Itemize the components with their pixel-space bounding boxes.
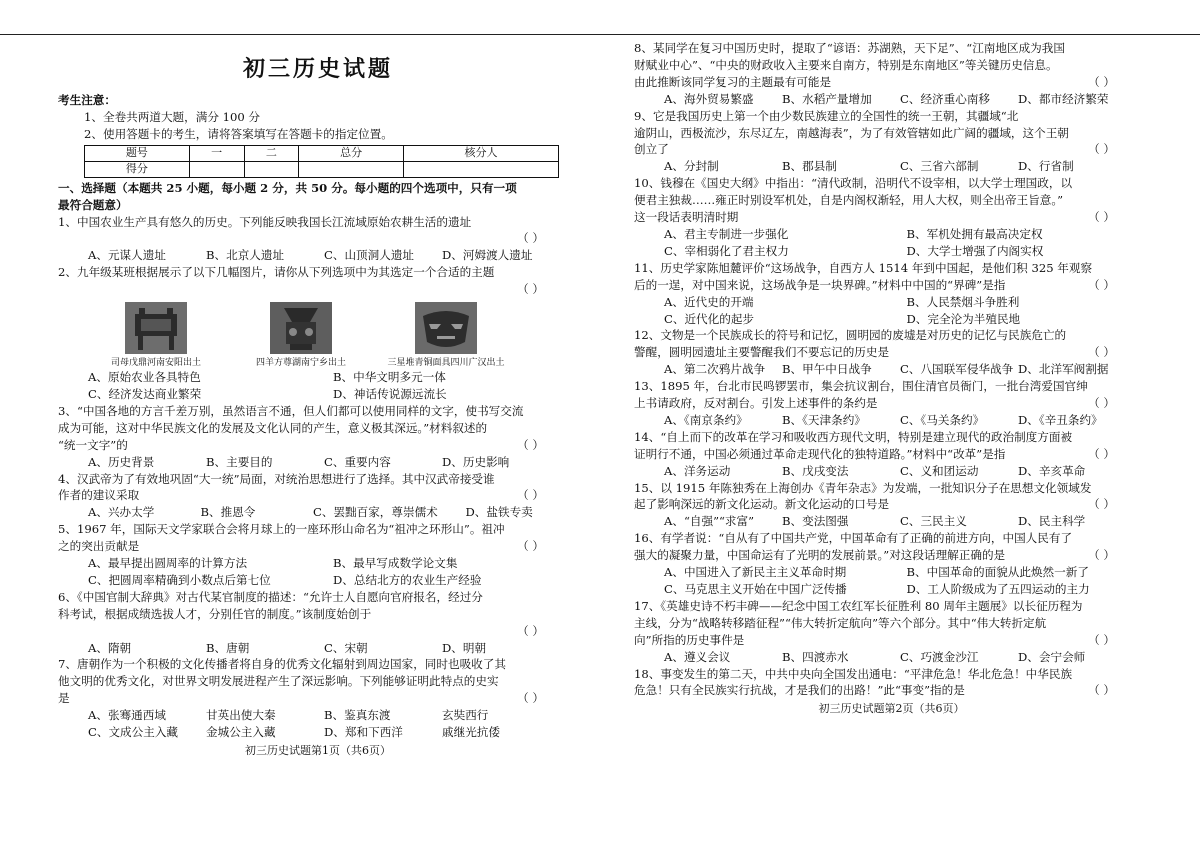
option-a: A、第二次鸦片战争: [664, 362, 766, 377]
option-c: C、罢黜百家，尊崇儒术: [312, 505, 438, 520]
answer-bracket: （ ）: [1088, 446, 1115, 461]
option-a-part-2: 甘英出使大秦: [206, 708, 276, 723]
question-stem: 向”所指的历史事件是: [634, 632, 745, 647]
option-a: A、君主专制进一步强化: [664, 226, 789, 241]
score-cell: 得分: [85, 161, 190, 177]
question-stem: 强大的凝聚力量，中国命运有了光明的发展前景。”对这段话理解正确的是: [634, 548, 1006, 563]
note-line: 2、使用答题卡的考生，请将答案填写在答题卡的指定位置。: [84, 126, 393, 141]
option-d: D、神话传说源远流长: [333, 386, 447, 401]
option-c: C、巧渡金沙江: [900, 649, 979, 664]
options: [634, 158, 1149, 175]
answer-bracket: （ ）: [1088, 632, 1115, 647]
question-stem: 8、某同学在复习中国历史时，提取了“谚语：苏湖熟，天下足”、“江南地区成为我国: [634, 41, 1065, 55]
option-c: C、马克思主义开始在中国广泛传播: [664, 582, 847, 596]
option-d: D、河姆渡人遗址: [442, 248, 533, 263]
options: [58, 504, 578, 521]
question-stem: 5、1967 年，国际天文学家联合会将月球上的一座环形山命名为“祖冲之环形山”。祖冲: [58, 522, 505, 537]
option-c: C、文成公主入藏: [88, 725, 179, 740]
question-14: [634, 429, 1149, 480]
option-c: C、三民主义: [900, 514, 967, 529]
options: [634, 243, 1149, 260]
option-d: D、辛亥革命: [1018, 463, 1086, 478]
exam-title: 初三历史试题: [242, 56, 393, 82]
question-8: [634, 40, 1149, 108]
option-d: D、完全沦为半殖民地: [906, 311, 1021, 326]
option-c: C、宰相弱化了君主权力: [664, 243, 789, 258]
option-c: C、把圆周率精确到小数点后第七位: [88, 572, 271, 587]
answer-bracket: （ ）: [1088, 345, 1115, 360]
question-stem: 11、历史学家陈旭麓评价“这场战争，自西方人 1514 年到中国起，是他们积 325 年观察: [634, 260, 1093, 275]
option-a: A、中国进入了新民主主义革命时期: [664, 565, 847, 580]
option-a: A、元谋人遗址: [88, 248, 166, 263]
score-cell: [189, 161, 244, 177]
question-10: [634, 175, 1149, 260]
answer-bracket: （ ）: [517, 488, 544, 503]
question-6: [58, 589, 578, 657]
question-stem: 由此推断该同学复习的主题最有可能是: [634, 74, 832, 89]
question-13: [634, 378, 1149, 429]
options: [58, 707, 578, 724]
question-stem: 14、“自上而下的改革在学习和吸收西方现代文明，特别是建立现代的政治制度方面被: [634, 429, 1073, 444]
question-stem: 上书请政府，反对割台。引发上述事件的条约是: [634, 396, 878, 411]
option-d: D、都市经济繁荣: [1018, 91, 1109, 106]
question-stem: 科考试，根据成绩选拔人才，分别任官的制度。”该制度始创于: [58, 606, 372, 621]
options: [634, 294, 1149, 311]
question-11: [634, 260, 1149, 328]
question-stem: 是: [58, 691, 70, 706]
option-b: B、人民禁烟斗争胜利: [906, 294, 1020, 309]
question-stem: 17、《英雄史诗不朽丰碑——纪念中国工农红军长征胜利 80 周年主题展》以长征历程为: [634, 598, 1083, 613]
answer-bracket: （ ）: [1088, 683, 1115, 698]
answer-bracket: （ ）: [1088, 210, 1115, 225]
question-1: [58, 214, 578, 265]
question-stem: “统一文字”的: [58, 437, 128, 452]
question-stem: 起了影响深远的新文化运动。新文化运动的口号是: [634, 497, 890, 512]
question-9: [634, 108, 1149, 176]
option-c: C、经济重心南移: [900, 91, 991, 106]
options: [58, 724, 578, 741]
question-stem: 这一段话表明清时期: [634, 210, 739, 225]
options: [634, 513, 1149, 530]
question-stem: 便君主独裁……雍正时别设军机处，自是内阁权渐轻，用人大权，则全出帝王旨意。”: [634, 193, 1064, 208]
option-c: C、经济发达商业繁荣: [88, 386, 202, 401]
bronze-mask-image: [415, 302, 477, 354]
option-c-part-2: 金城公主入藏: [206, 725, 276, 740]
option-a: A、近代史的开端: [664, 294, 754, 309]
options: [634, 91, 1149, 108]
option-b: B、北京人遗址: [206, 248, 285, 263]
options: [58, 247, 578, 264]
question-7: [58, 656, 578, 741]
image-caption: 四羊方尊湖南宁乡出土: [255, 358, 346, 369]
options: [634, 226, 1149, 243]
score-cell: 二: [244, 145, 299, 161]
score-table: [84, 145, 559, 178]
option-b: B、中国革命的面貌从此焕然一新了: [906, 565, 1089, 580]
question-stem: 财赋业中心”、“中央的财政收入主要来自南方，特别是东南地区”等关键历史信息。: [634, 57, 1058, 72]
question-stem: 他文明的优秀文化，对世界文明发展进程产生了深远影响。下列能够证明此特点的史实: [58, 674, 499, 689]
option-a: A、隋朝: [88, 640, 132, 655]
score-table-header-row: [85, 145, 559, 161]
option-a: A、张骞通西域: [88, 708, 166, 723]
option-d: D、大学士增强了内阁实权: [906, 243, 1044, 258]
answer-bracket: （ ）: [1088, 497, 1115, 512]
option-a: A、最早提出圆周率的计算方法: [88, 556, 248, 571]
section-heading: 最符合题意）: [58, 197, 128, 212]
answer-bracket: （ ）: [517, 623, 544, 638]
option-b: B、四渡赤水: [782, 649, 849, 664]
option-b-part-2: 玄奘西行: [442, 708, 489, 723]
question-stem: 6、《中国官制大辞典》对古代某官制度的描述：“允许士人自愿向官府报名，经过分: [58, 589, 483, 604]
option-d: D、工人阶级成为了五四运动的主力: [906, 582, 1090, 596]
question-stem: 成为可能，这对中华民族文化的发展及文化认同的产生，意义极其深远。”材料叙述的: [58, 420, 488, 435]
option-c: C、义和团运动: [900, 463, 979, 478]
option-d: D、郑和下西洋: [324, 725, 403, 740]
answer-bracket: （ ）: [1088, 277, 1115, 292]
question-stem: 7、唐朝作为一个积极的文化传播者将自身的优秀文化辐射到周边国家，同时也吸收了其: [58, 657, 506, 672]
option-a: A、海外贸易繁盛: [664, 91, 754, 106]
options: [58, 369, 578, 386]
option-d: D、总结北方的农业生产经验: [333, 572, 482, 587]
answer-bracket: （ ）: [517, 691, 544, 706]
score-table-score-row: [85, 161, 559, 177]
question-stem: 9、它是我国历史上第一个由少数民族建立的全国性的统一王朝，其疆域“北: [634, 108, 1019, 123]
options: [634, 311, 1149, 328]
question-stem: 4、汉武帝为了有效地巩固“大一统”局面，对统治思想进行了选择。其中汉武帝接受谁: [58, 471, 495, 486]
option-b: B、推恩令: [200, 505, 256, 520]
option-c: C、宋朝: [324, 640, 368, 655]
option-d: D、《辛丑条约》: [1018, 412, 1103, 427]
options: [634, 412, 1149, 429]
option-b: B、中华文明多元一体: [333, 370, 446, 385]
question-stem: 警醒，圆明园遗址主要警醒我们不要忘记的历史是: [634, 345, 890, 360]
option-a: A、原始农业各具特色: [88, 370, 201, 385]
answer-bracket: （ ）: [1088, 396, 1115, 411]
answer-bracket: （ ）: [517, 539, 544, 554]
question-16: [634, 530, 1149, 598]
answer-bracket: （ ）: [517, 231, 544, 246]
score-cell: 总分: [299, 145, 404, 161]
option-a: A、分封制: [664, 159, 719, 174]
option-d: D、历史影响: [442, 454, 510, 469]
page-footer: 初三历史试题第2页（共6页）: [818, 702, 965, 716]
question-stem: 16、有学者说：“自从有了中国共产党，中国革命有了正确的前进方向，中国人民有了: [634, 531, 1073, 546]
options: [58, 640, 578, 657]
question-15: [634, 480, 1149, 531]
question-17: [634, 598, 1149, 666]
answer-bracket: （ ）: [1088, 74, 1115, 89]
option-b: B、军机处拥有最高决定权: [906, 226, 1043, 241]
question-stem: 12、文物是一个民族成长的符号和记忆，圆明园的废墟是对历史的记忆与民族危亡的: [634, 328, 1067, 343]
options: [634, 463, 1149, 480]
option-a: A、遵义会议: [664, 649, 731, 664]
option-d: D、北洋军阀割据: [1018, 362, 1109, 377]
option-c: C、三省六部制: [900, 159, 979, 174]
option-b: B、戊戌变法: [782, 463, 849, 478]
image-caption: 司母戊鼎河南安阳出土: [110, 358, 201, 369]
score-cell: [299, 161, 404, 177]
option-c: C、八国联军侵华战争: [900, 362, 1014, 377]
question-stem: 15、以 1915 年陈独秀在上海创办《青年杂志》为发端，一批知识分子在思想文化领域发: [634, 480, 1092, 495]
score-cell: 题号: [85, 145, 190, 161]
answer-bracket: （ ）: [517, 282, 544, 297]
question-stem: 10、钱穆在《国史大纲》中指出：“清代政制，沿明代不设宰相，以大学士理国政，以: [634, 176, 1073, 191]
question-stem: 危急！只有全民族实行抗战，才是我们的出路！”此“事变”指的是: [634, 683, 965, 698]
ding-vessel-image: [125, 302, 187, 354]
options: [634, 361, 1149, 378]
zun-vessel-image: [270, 302, 332, 354]
option-a: A、“自强”“求富”: [664, 514, 755, 529]
artifact-figure: [86, 302, 226, 369]
option-b: B、唐朝: [206, 640, 250, 655]
question-stem: 3、“中国各地的方言千差万别，虽然语言不通，但人们都可以使用同样的文字，使书写交流: [58, 403, 524, 418]
score-cell: 核分人: [404, 145, 559, 161]
question-12: [634, 327, 1149, 378]
options: [58, 386, 578, 403]
score-cell: [244, 161, 299, 177]
question-18: [634, 666, 1149, 700]
question-3: [58, 403, 578, 471]
question-stem: 主线，分为“战略转移踏征程”“伟大转折定航向”等六个部分。其中“伟大转折定航: [634, 615, 1047, 630]
page-footer: 初三历史试题第1页（共6页）: [245, 744, 391, 757]
option-d: D、民主科学: [1018, 514, 1086, 529]
option-d-part-2: 戚继光抗倭: [442, 725, 500, 740]
question-4: [58, 471, 578, 522]
option-c: C、山顶洞人遗址: [324, 248, 415, 263]
options: [634, 564, 1149, 581]
question-stem: 创立了: [634, 142, 669, 157]
question-stem: 18、事变发生的第二天，中共中央向全国发出通电：“平津危急！华北危急！中华民族: [634, 666, 1073, 681]
answer-bracket: （ ）: [517, 437, 544, 452]
option-c: C、《马关条约》: [900, 412, 985, 427]
options: [634, 649, 1149, 666]
option-c: C、重要内容: [324, 454, 391, 469]
option-b: B、变法图强: [782, 514, 849, 529]
question-stem: 13、1895 年，台北市民鸣锣罢市，集会抗议割台，围住清官员衙门，一批台湾爱国官绅: [634, 379, 1088, 394]
option-d: D、会宁会师: [1018, 649, 1086, 664]
options: [58, 454, 578, 471]
exam-page-1: [58, 40, 578, 760]
question-stem: 证明行不通，中国必须通过革命走现代化的独特道路。”材料中“改革”是指: [634, 446, 1006, 461]
option-b: B、郡县制: [782, 159, 837, 174]
option-a: A、历史背景: [88, 454, 155, 469]
score-cell: 一: [189, 145, 244, 161]
artifact-images: [86, 302, 516, 369]
section-heading: 一、选择题（本题共 25 小题，每小题 2 分，共 50 分。每小题的四个选项中，只有一项: [58, 180, 517, 195]
option-b: B、鉴真东渡: [324, 708, 391, 723]
question-2: [58, 264, 578, 403]
exam-page-2: [634, 40, 1149, 718]
artifact-figure: [376, 302, 516, 369]
option-d: D、行省制: [1018, 159, 1074, 174]
note-line: 1、全卷共两道大题，满分 100 分: [84, 109, 261, 124]
question-stem: 之的突出贡献是: [58, 539, 140, 554]
option-d: D、盐铁专卖: [465, 505, 533, 520]
options: [634, 581, 1149, 598]
question-stem: 1、中国农业生产具有悠久的历史。下列能反映我国长江流域原始农耕生活的遗址: [58, 214, 472, 229]
artifact-figure: [231, 302, 371, 369]
question-5: [58, 521, 578, 589]
page-top-border: [0, 34, 1200, 35]
option-b: B、甲午中日战争: [782, 362, 872, 377]
options: [58, 555, 578, 572]
score-cell: [404, 161, 559, 177]
image-caption: 三星堆青铜面具四川广汉出土: [387, 358, 505, 369]
notes-heading: 考生注意：: [58, 93, 116, 107]
answer-bracket: （ ）: [1088, 548, 1115, 563]
question-stem: 后的一逞，对中国来说，这场战争是一块界碑。”材料中中国的“界碑”是指: [634, 277, 1006, 292]
answer-bracket: （ ）: [1088, 142, 1115, 157]
option-b: B、《天津条约》: [782, 412, 866, 427]
option-b: B、最早写成数学论文集: [333, 556, 458, 571]
option-c: C、近代化的起步: [664, 311, 755, 326]
question-stem: 2、九年级某班根据展示了以下几幅图片，请你从下列选项中为其选定一个合适的主题: [58, 265, 495, 280]
option-d: D、明朝: [442, 640, 487, 655]
option-a: A、洋务运动: [664, 463, 731, 478]
options: [58, 572, 578, 589]
question-stem: 作者的建议采取: [58, 488, 140, 503]
option-a: A、《南京条约》: [664, 412, 748, 427]
option-a: A、兴办太学: [88, 505, 155, 520]
question-stem: 逾阴山，西极流沙，东尽辽左，南越海表”，为了有效管辖如此广阔的疆域，这个王朝: [634, 125, 1069, 140]
option-b: B、主要目的: [206, 454, 273, 469]
option-b: B、水稻产量增加: [782, 91, 872, 106]
